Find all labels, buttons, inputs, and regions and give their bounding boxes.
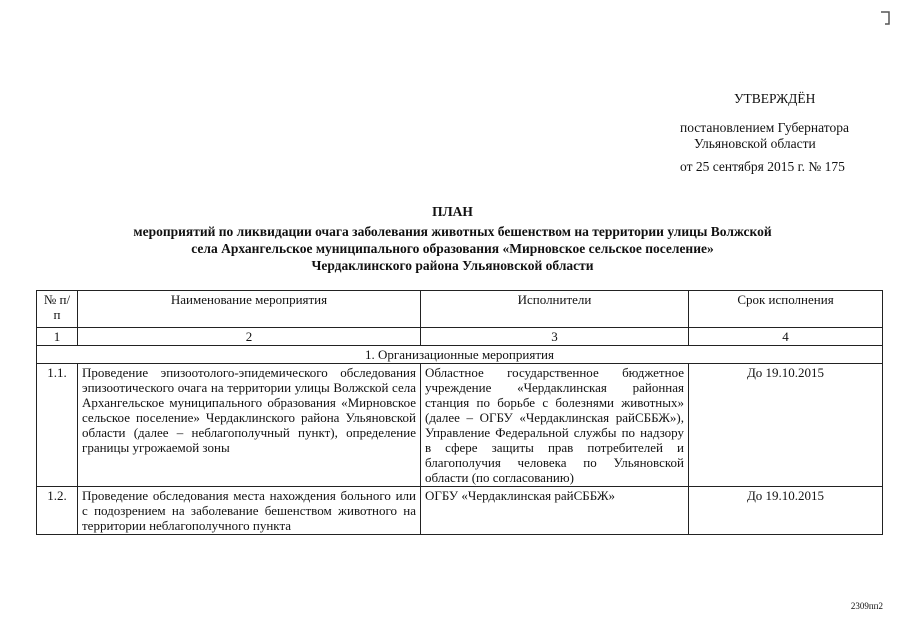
row-activity: Проведение эпизоотолого-эпидемического обследования эпизоотического очага на территории улицы Волжской села Архангельское муниципального образования «Мирновское сельское поселение» Чердаклинского района Ульяновской области (далее – неблагополучный пункт), определение границы угрожаемой зоны (78, 364, 421, 487)
row-activity: Проведение обследования места нахождения больного или с подозрением на заболевание бешенством животного на территории неблагополучного пункта (78, 487, 421, 535)
header-deadline: Срок исполнения (689, 291, 883, 328)
table-row (37, 487, 883, 535)
row-deadline: До 19.10.2015 (689, 364, 883, 487)
approval-date: от 25 сентября 2015 г. № 175 (680, 159, 845, 174)
document-code: 2309пп2 (850, 601, 883, 611)
row-deadline: До 19.10.2015 (689, 487, 883, 535)
row-executors: Областное государственное бюджетное учреждение «Чердаклинская районная станция по борьбе с болезнями животных» (далее – ОГБУ «Чердаклинская райСББЖ»), Управление Федеральной службы по надзору в сфере защиты прав потребителей и благополучия человека по Ульяновской области (по согласованию) (421, 364, 689, 487)
approval-decree: постановлением Губернатора (680, 120, 849, 135)
col-number: 3 (421, 328, 689, 346)
plan-subtitle-line-2: села Архангельское муниципального образования «Мирновское сельское поселение» (191, 241, 714, 256)
col-number: 2 (78, 328, 421, 346)
header-name: Наименование мероприятия (78, 291, 421, 328)
row-executors: ОГБУ «Чердаклинская райСББЖ» (421, 487, 689, 535)
row-number: 1.1. (37, 364, 78, 487)
corner-mark-icon (879, 10, 891, 26)
row-number: 1.2. (37, 487, 78, 535)
approval-region: Ульяновской области (694, 136, 816, 151)
column-numbers-row (37, 328, 883, 346)
plan-subtitle-line-1: мероприятий по ликвидации очага заболевания животных бешенством на территории улицы Волжской (133, 224, 772, 239)
section-row (37, 346, 883, 364)
section-title: 1. Организационные мероприятия (37, 346, 883, 364)
header-num: № п/п (37, 291, 78, 328)
plan-subtitle-line-3: Чердаклинского района Ульяновской области (311, 258, 594, 273)
header-executors: Исполнители (421, 291, 689, 328)
plan-table (36, 290, 883, 535)
col-number: 1 (37, 328, 78, 346)
approval-heading: УТВЕРЖДЁН (734, 91, 816, 106)
table-header-row (37, 291, 883, 328)
col-number: 4 (689, 328, 883, 346)
plan-title: ПЛАН (432, 204, 473, 219)
table-row (37, 364, 883, 487)
